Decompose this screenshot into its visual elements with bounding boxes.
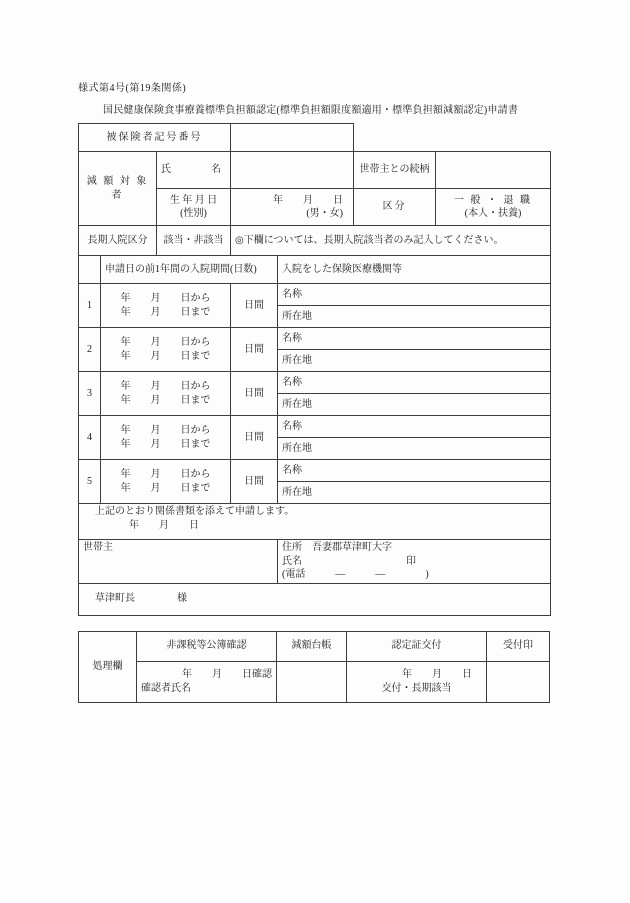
days-cell: 日間 xyxy=(231,416,278,460)
birthdate-label: 生 年 月 日 (性別) xyxy=(157,189,231,226)
issue-type: 交付・長期該当 xyxy=(381,682,452,694)
confirmer-label: 確認者氏名 xyxy=(141,682,191,694)
name-label: 氏 名 xyxy=(157,152,231,189)
insured-number-label: 被保険者記号番号 xyxy=(79,124,231,152)
hospitalization-row xyxy=(79,328,551,350)
days-cell: 日間 xyxy=(231,460,278,504)
row-number: 5 xyxy=(79,460,101,504)
institution-address-label: 所在地 xyxy=(278,306,551,328)
institution-address-label: 所在地 xyxy=(278,482,551,504)
institution-name-label: 名称 xyxy=(278,328,551,350)
form-number: 様式第4号(第19条関係) xyxy=(78,83,187,94)
certificate-issue-header: 認定証交付 xyxy=(347,631,487,661)
processing-table xyxy=(78,631,550,703)
hospitalization-row xyxy=(79,416,551,438)
category-value: 一 般 ・ 退 職 (本人・扶養) xyxy=(436,189,551,226)
householder-label: 世帯主 xyxy=(79,540,278,584)
long-term-label: 長期入院区分 xyxy=(79,226,157,256)
period-cell: 年 月 日から 年 月 日まで xyxy=(101,328,231,372)
row-number: 4 xyxy=(79,416,101,460)
name-value xyxy=(231,152,354,189)
reduction-ledger-cell xyxy=(277,661,347,702)
receipt-stamp-header: 受付印 xyxy=(487,631,550,661)
hospitalization-row xyxy=(79,460,551,482)
period-cell: 年 月 日から 年 月 日まで xyxy=(101,284,231,328)
period-header: 申請日の前1年間の入院期間(日数) xyxy=(101,256,278,284)
institution-address-label: 所在地 xyxy=(278,394,551,416)
address-line: 住所 吾妻郡草津町大字 xyxy=(282,542,392,553)
institution-address-label: 所在地 xyxy=(278,438,551,460)
hospitalization-row xyxy=(79,284,551,306)
institution-header: 入院をした保険医療機関等 xyxy=(278,256,551,284)
application-table xyxy=(78,123,551,616)
institution-name-label: 名称 xyxy=(278,372,551,394)
tax-exempt-check-header: 非課税等公簿確認 xyxy=(137,631,277,661)
householder-detail-cell xyxy=(278,540,551,584)
phone-line: (電話 ― ― ) xyxy=(282,569,429,580)
row-number: 2 xyxy=(79,328,101,372)
confirm-cell xyxy=(137,661,277,702)
reduction-target-label: 減 額 対 象 者 xyxy=(79,152,157,226)
hospitalization-row xyxy=(79,372,551,394)
long-term-value: 該当・非該当 xyxy=(157,226,231,256)
institution-address-label: 所在地 xyxy=(278,350,551,372)
reduction-ledger-header: 減額台帳 xyxy=(277,631,347,661)
category-label: 区分 xyxy=(354,189,436,226)
institution-name-label: 名称 xyxy=(278,284,551,306)
row-number-header xyxy=(79,256,101,284)
institution-name-label: 名称 xyxy=(278,460,551,482)
seal-mark: 印 xyxy=(406,555,416,567)
receipt-stamp-cell xyxy=(487,661,550,702)
declaration-cell xyxy=(79,504,551,540)
long-term-note: ◎下欄については、長期入院該当者のみ記入してください。 xyxy=(231,226,551,256)
row-number: 1 xyxy=(79,284,101,328)
days-cell: 日間 xyxy=(231,328,278,372)
institution-name-label: 名称 xyxy=(278,416,551,438)
insured-number-value xyxy=(231,124,354,152)
period-cell: 年 月 日から 年 月 日まで xyxy=(101,460,231,504)
addressee: 草津町長 xyxy=(95,593,135,605)
blank-area xyxy=(354,124,551,152)
confirm-date: 年 月 日確認 xyxy=(182,669,272,680)
birthdate-value: 年 月 日 (男・女) xyxy=(231,189,354,226)
relation-label: 世帯主との続柄 xyxy=(354,152,436,189)
processing-label: 処理欄 xyxy=(79,631,137,702)
name-seal-line xyxy=(282,555,546,569)
issue-date: 年 月 日 xyxy=(402,669,472,680)
declaration-date: 年 月 日 xyxy=(129,519,199,531)
relation-value xyxy=(436,152,551,189)
period-cell: 年 月 日から 年 月 日まで xyxy=(101,372,231,416)
days-cell: 日間 xyxy=(231,284,278,328)
addressee-cell xyxy=(79,583,551,615)
days-cell: 日間 xyxy=(231,372,278,416)
addressee-suffix: 様 xyxy=(177,593,187,605)
issue-cell xyxy=(347,661,487,702)
page-title: 国民健康保険食事療養標準負担額認定(標準負担額限度額適用・標準負担額減額認定)申請書 xyxy=(103,105,519,116)
row-number: 3 xyxy=(79,372,101,416)
declaration-text: 上記のとおり関係書類を添えて申請します。 xyxy=(95,506,295,517)
period-cell: 年 月 日から 年 月 日まで xyxy=(101,416,231,460)
name-line: 氏名 xyxy=(282,555,302,567)
